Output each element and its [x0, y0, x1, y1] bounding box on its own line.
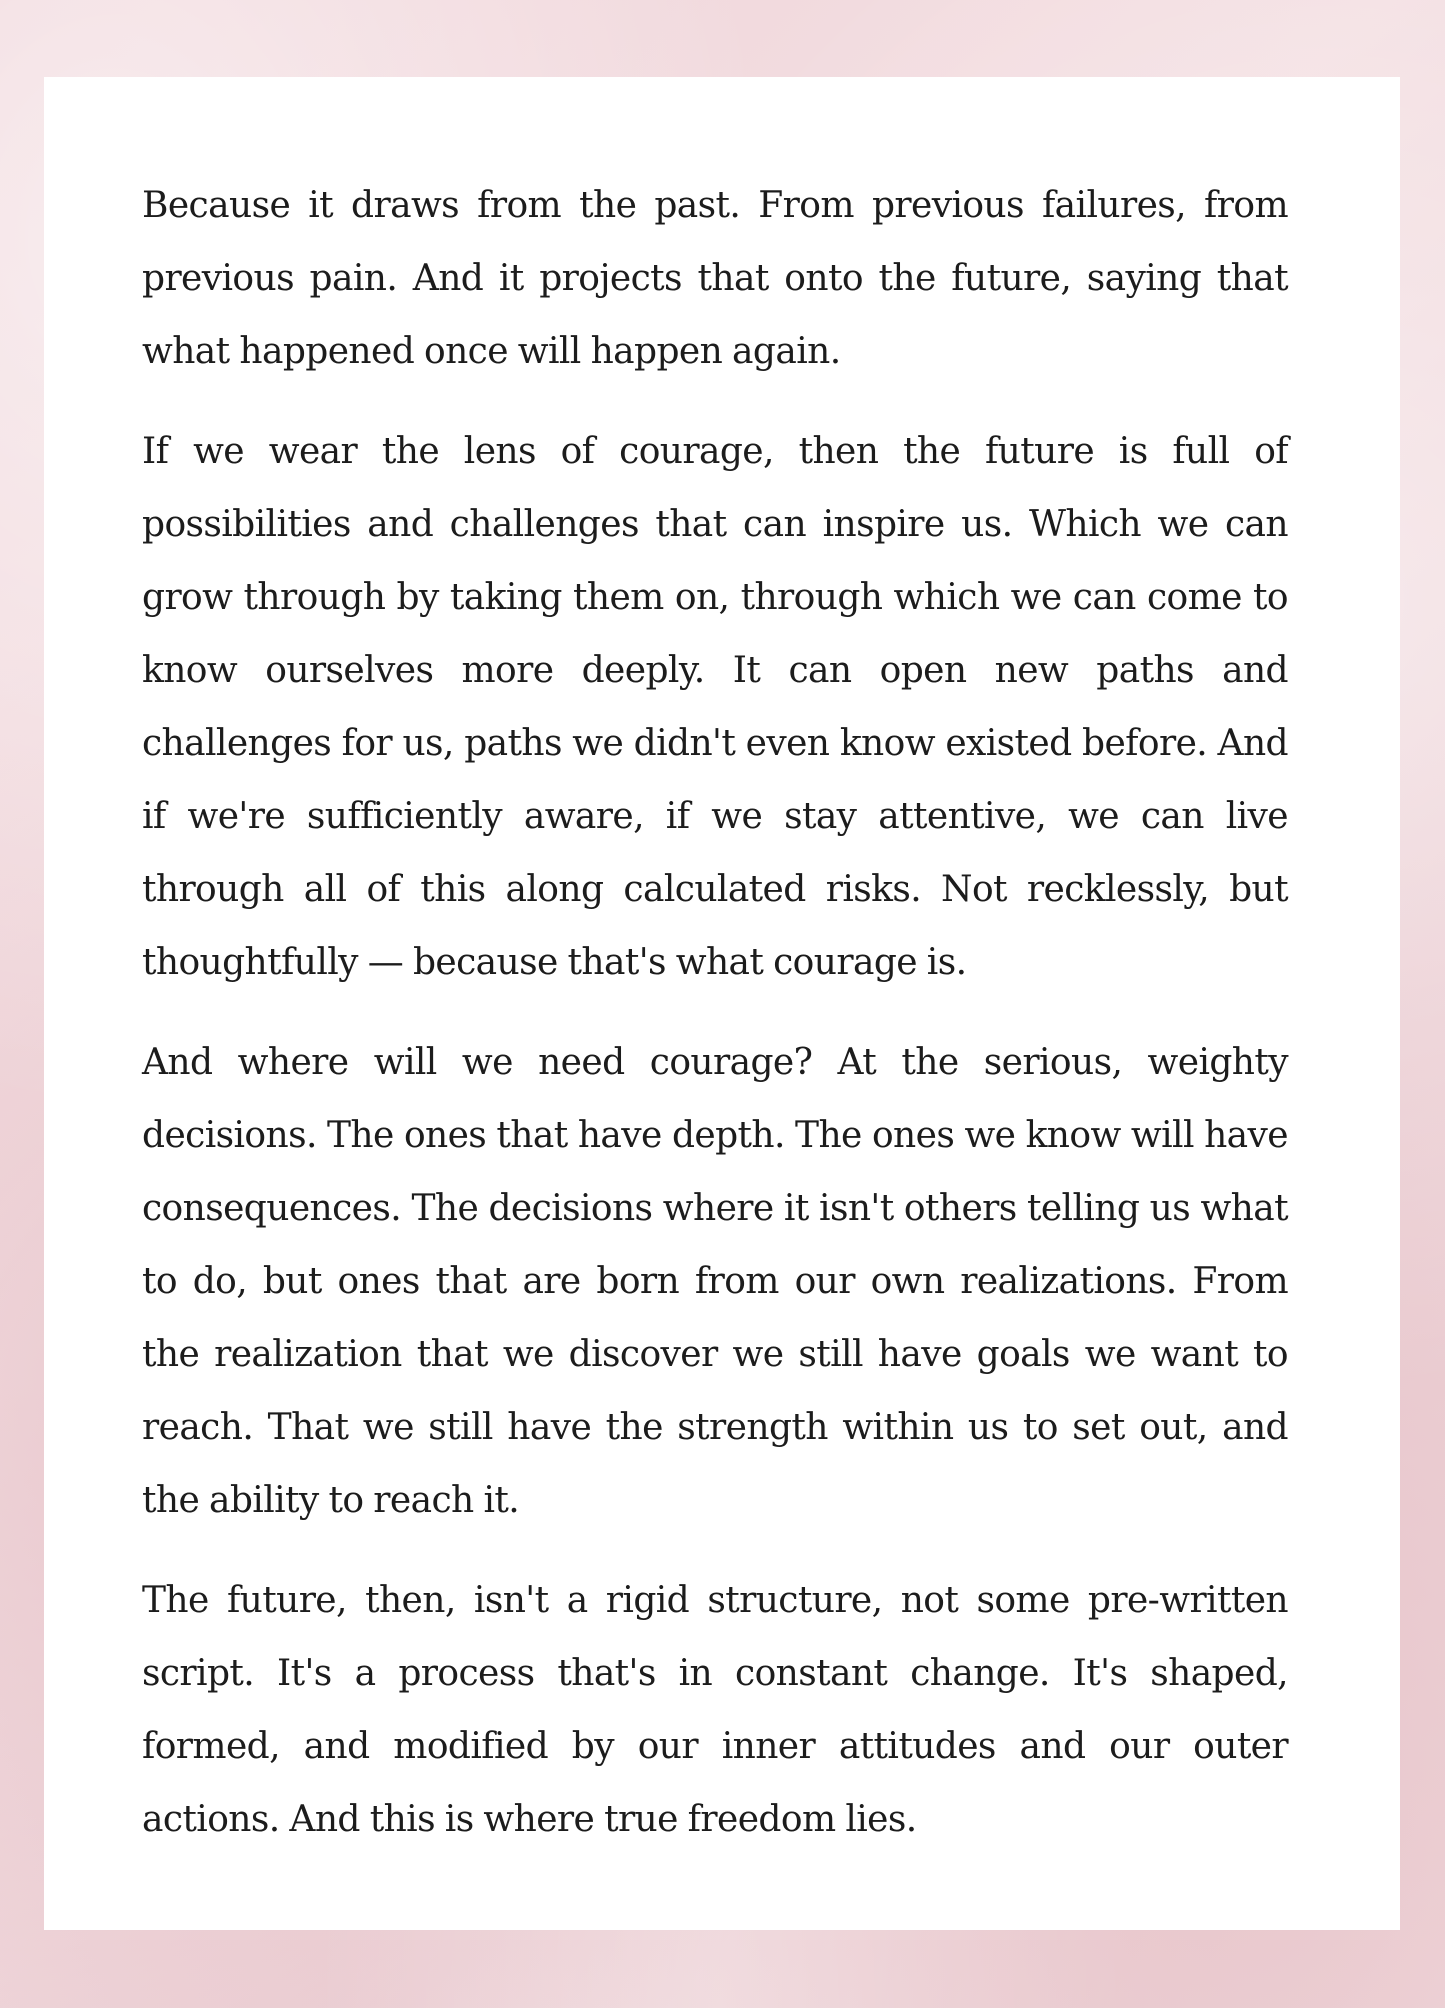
paragraph-3: And where will we need courage? At the serious, weighty decisions. The ones that have depth. The ones we know will have consequences. The decisions where it isn't others telling us what to do, but ones that are born from our own realizations. From the realization that we discover we still have goals we want to reach. That we still have the strength within us to set out, and the ability to reach it.	[142, 1042, 1288, 1521]
paragraph-2: If we wear the lens of courage, then the future is full of possibilities and challenges that can inspire us. Which we can grow through by taking them on, through which we can come to know ourselves more deeply. It can open new paths and challenges for us, paths we didn't even know existed before. And if we're sufficiently aware, if we stay attentive, we can live through all of this along calculated risks. Not recklessly, but thoughtfully — because that's what courage is.	[142, 431, 1288, 983]
paragraph-1: Because it draws from the past. From previous failures, from previous pain. And it projects that onto the future, saying that what happened once will happen again.	[142, 185, 1288, 372]
paragraph-4: The future, then, isn't a rigid structure, not some pre-written script. It's a process that's in constant change. It's shaped, formed, and modified by our inner attitudes and our outer actions. And this is where true freedom lies.	[142, 1580, 1288, 1840]
text-page	[44, 77, 1400, 1930]
